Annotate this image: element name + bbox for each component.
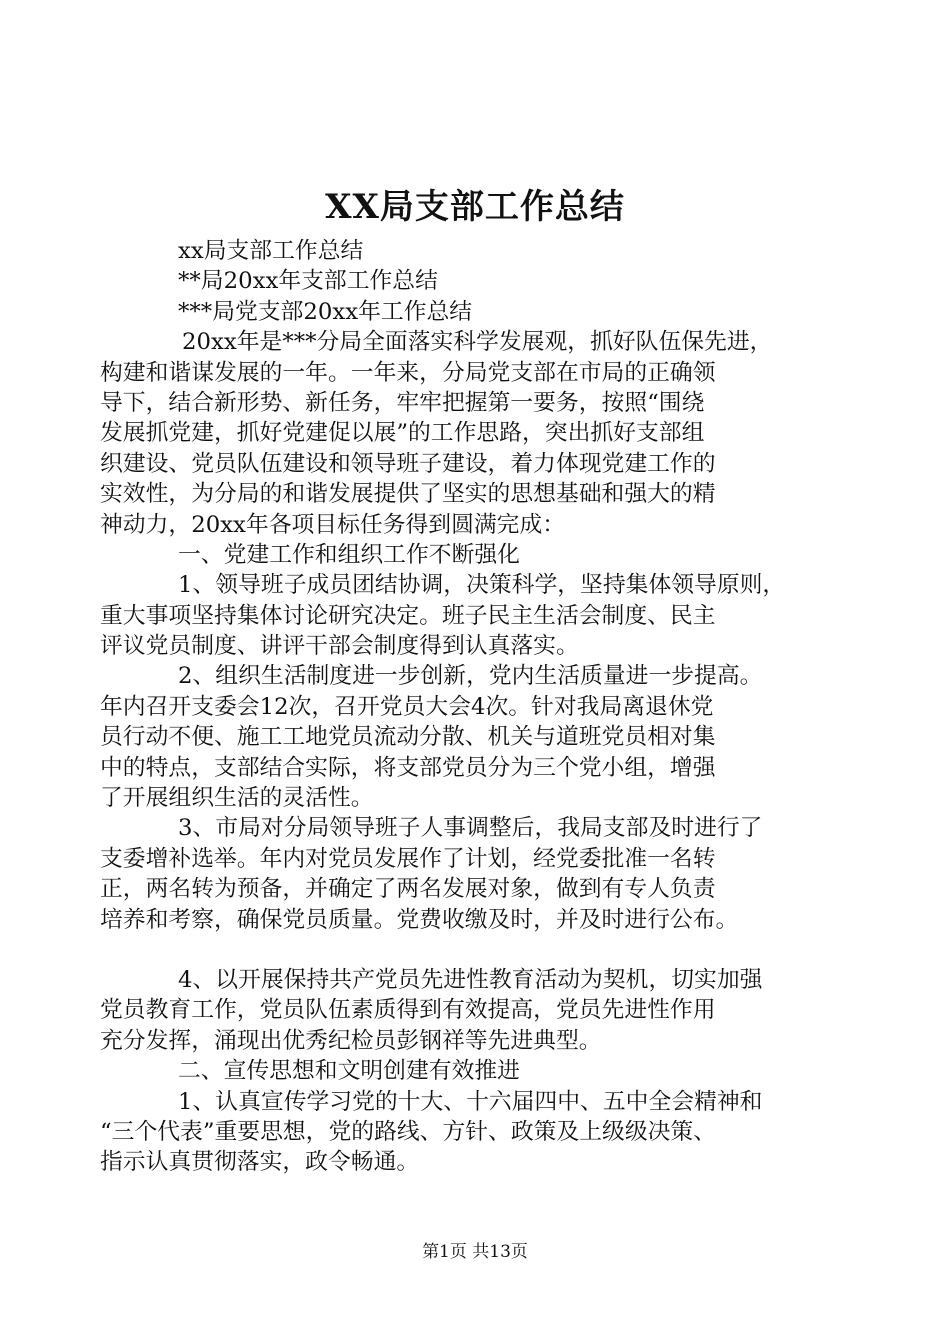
- page-footer: 第1页 共13页: [422, 1242, 528, 1262]
- paragraph-line: 神动力，20xx年各项目标任务得到圆满完成：: [100, 511, 566, 538]
- paragraph-line: 正，两名转为预备，并确定了两名发展对象，做到有专人负责: [100, 876, 716, 903]
- paragraph-line: 中的特点，支部结合实际，将支部党员分为三个党小组，增强: [100, 754, 716, 781]
- paragraph-line: 2、组织生活制度进一步创新，党内生活质量进一步提高。: [178, 663, 763, 690]
- paragraph-line: 指示认真贯彻落实，政令畅通。: [100, 1149, 420, 1176]
- paragraph-line: 员行动不便、施工工地党员流动分散、机关与道班党员相对集: [100, 724, 716, 751]
- paragraph-line: 党员教育工作，党员队伍素质得到有效提高，党员先进性作用: [100, 997, 716, 1024]
- paragraph-line: 支委增补选举。年内对党员发展作了计划，经党委批准一名转: [100, 845, 716, 872]
- document-body: [100, 236, 856, 1178]
- section-heading: 二、宣传思想和文明创建有效推进: [178, 1058, 520, 1085]
- paragraph-line: 实效性，为分局的和谐发展提供了坚实的思想基础和强大的精: [100, 481, 716, 508]
- paragraph-line: 重大事项坚持集体讨论研究决定。班子民主生活会制度、民主: [100, 602, 716, 629]
- paragraph-line: 1、认真宣传学习党的十大、十六届四中、五中全会精神和: [178, 1088, 763, 1115]
- subtitle-line: xx局支部工作总结: [178, 238, 364, 264]
- paragraph-line: 4、以开展保持共产党员先进性教育活动为契机，切实加强: [178, 966, 763, 993]
- paragraph-gap: [100, 935, 856, 965]
- paragraph-line: 了开展组织生活的灵活性。: [100, 785, 374, 812]
- paragraph-line: 评议党员制度、讲评干部会制度得到认真落实。: [100, 633, 579, 660]
- document-title: XX局支部工作总结: [325, 187, 625, 227]
- paragraph-line: 发展抓党建，抓好党建促以展”的工作思路，突出抓好支部组: [100, 420, 705, 447]
- paragraph-line: 构建和谐谋发展的一年。一年来，分局党支部在市局的正确领: [100, 359, 716, 386]
- subtitle-line: **局20xx年支部工作总结: [178, 268, 438, 295]
- paragraph-line: 培养和考察，确保党员质量。党费收缴及时，并及时进行公布。: [100, 906, 739, 933]
- paragraph-line: 导下，结合新形势、新任务，牢牢把握第一要务，按照“围绕: [100, 389, 705, 416]
- paragraph-line: 20xx年是***分局全面落实科学发展观，抓好队伍保先进，: [182, 329, 773, 356]
- section-heading: 一、党建工作和组织工作不断强化: [178, 541, 520, 568]
- paragraph-line: “三个代表”重要思想，党的路线、方针、政策及上级级决策、: [100, 1118, 717, 1145]
- paragraph-line: 1、领导班子成员团结协调，决策科学，坚持集体领导原则，: [178, 572, 786, 599]
- subtitle-line: ***局党支部20xx年工作总结: [178, 298, 473, 325]
- paragraph-line: 织建设、党员队伍建设和领导班子建设，着力体现党建工作的: [100, 450, 716, 477]
- paragraph-line: 年内召开支委会12次，召开党员大会4次。针对我局离退休党: [100, 693, 714, 720]
- paragraph-line: 3、市局对分局领导班子人事调整后，我局支部及时进行了: [178, 815, 763, 842]
- paragraph-line: 充分发挥，涌现出优秀纪检员彭钢祥等先进典型。: [100, 1027, 602, 1054]
